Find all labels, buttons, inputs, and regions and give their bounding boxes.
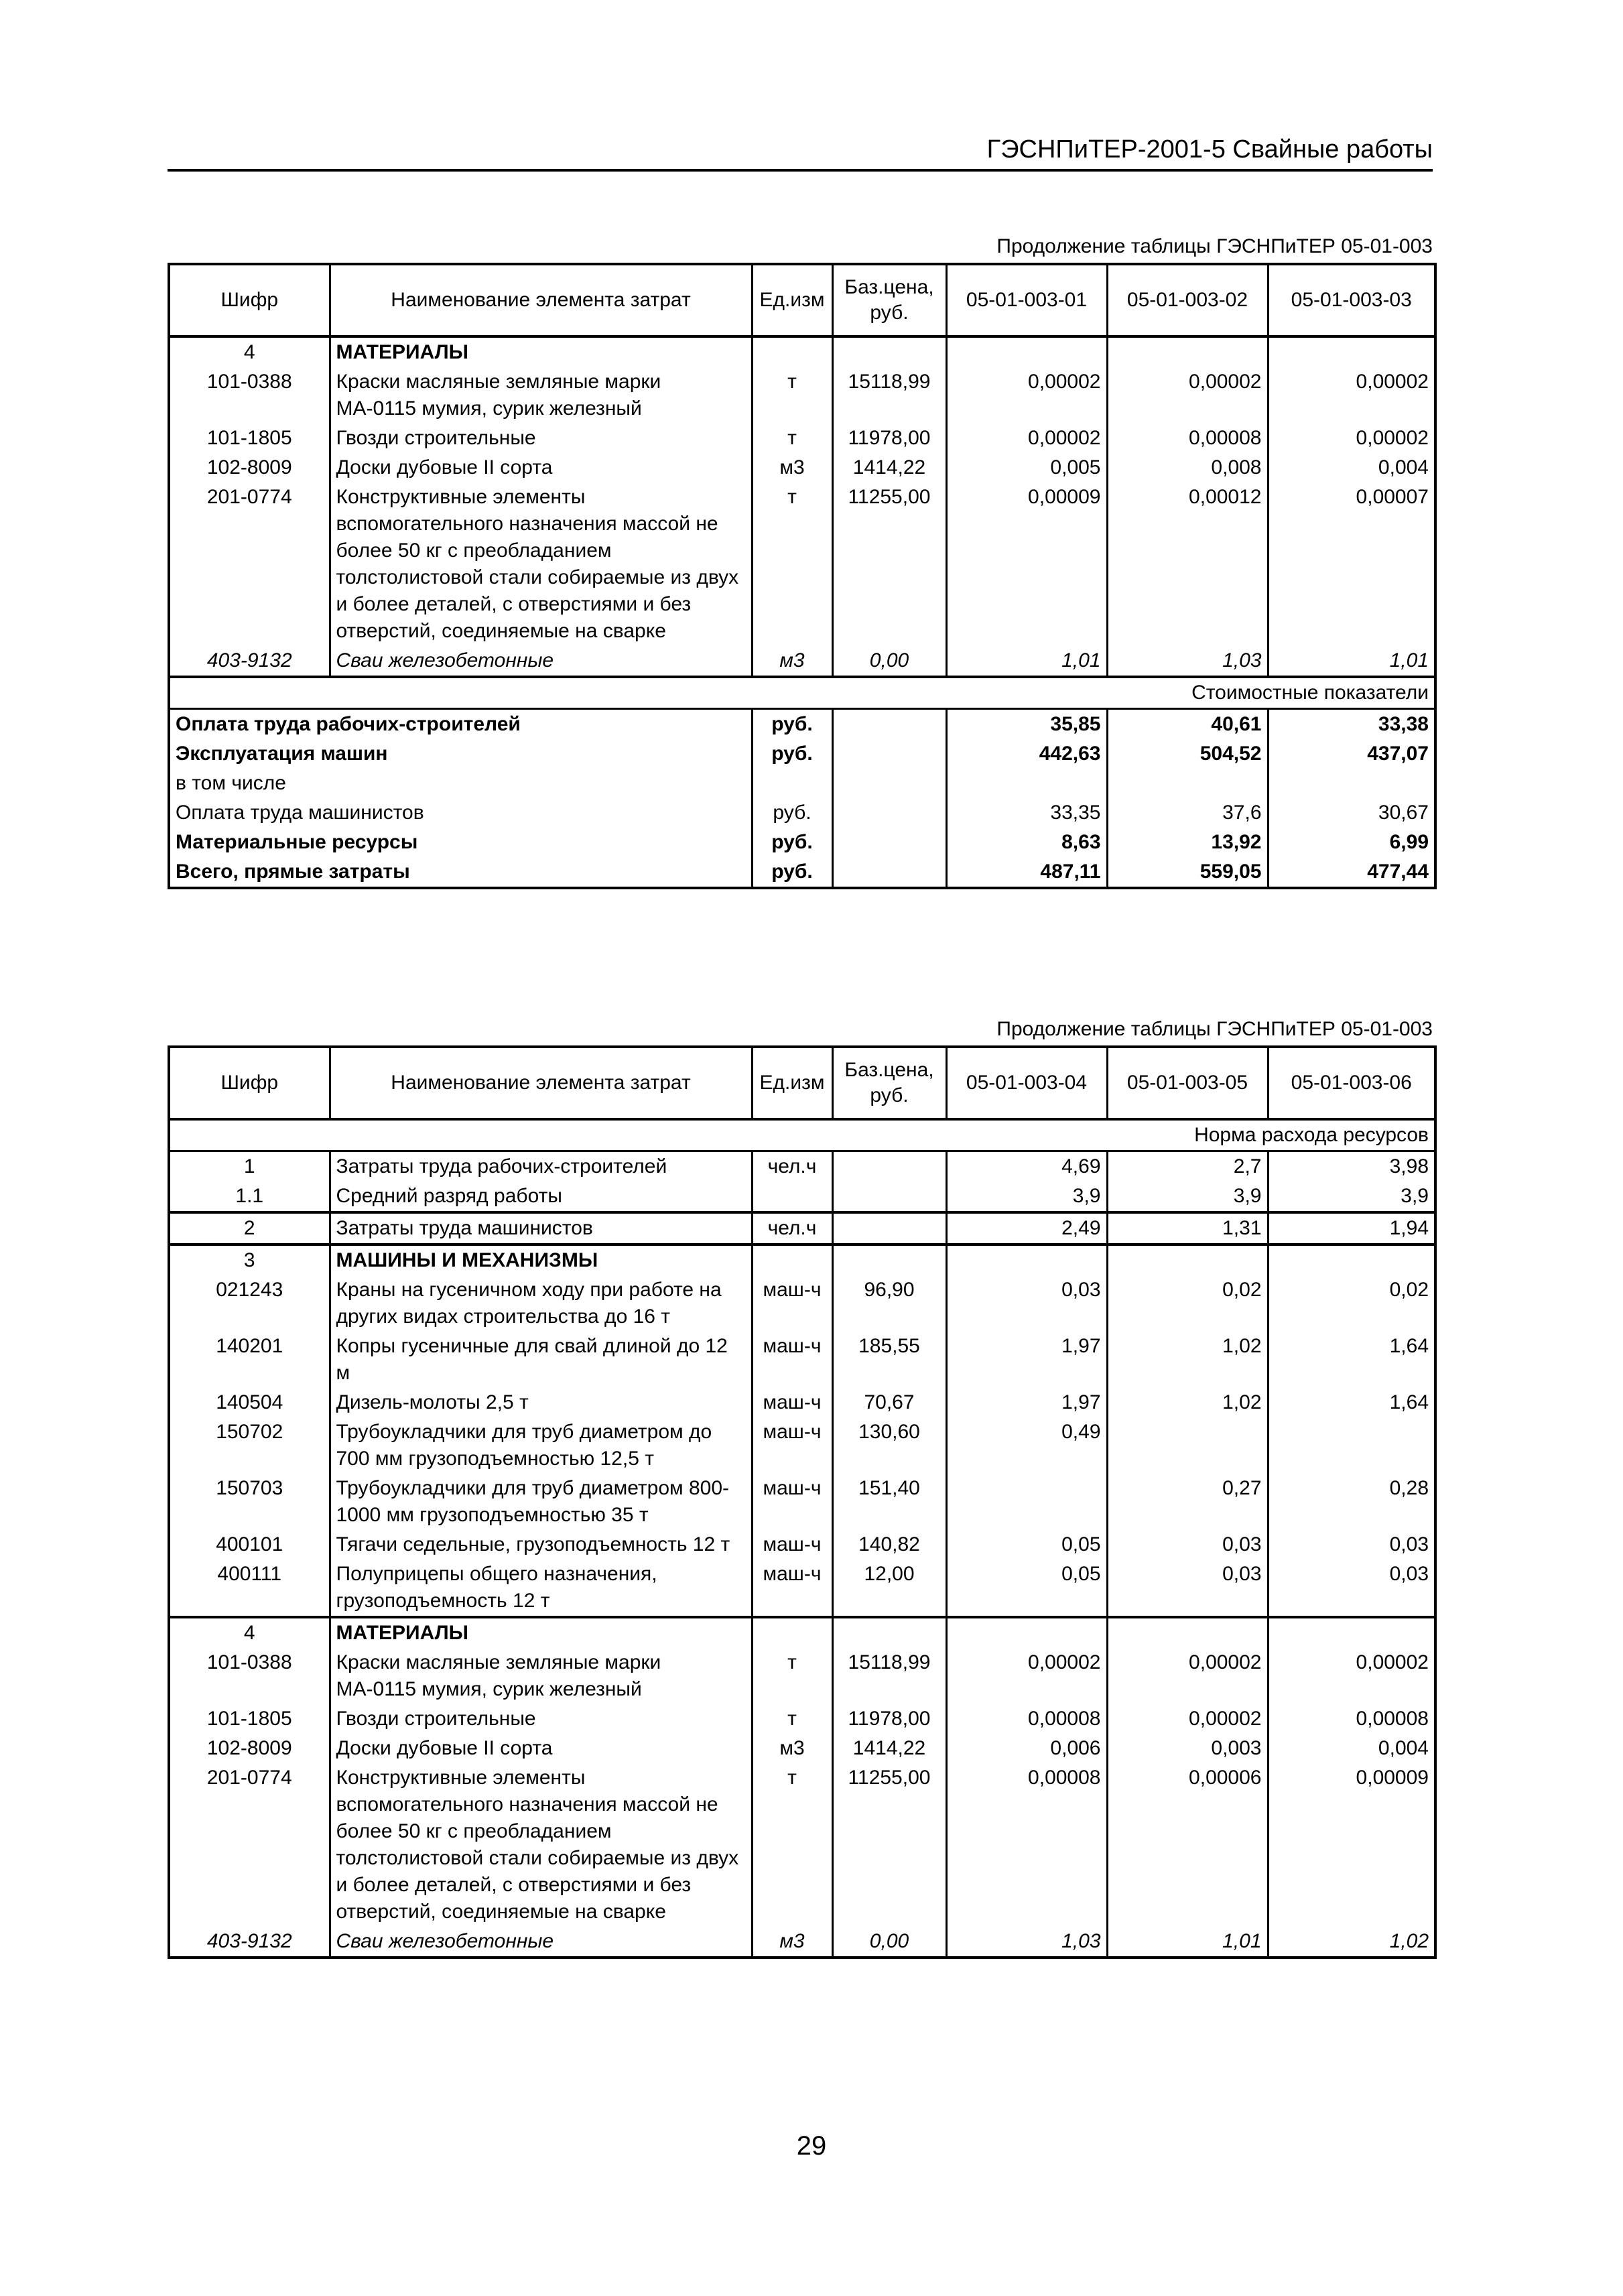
- cost-row: [169, 798, 1435, 828]
- col-name-header: Наименование элемента затрат: [330, 264, 752, 336]
- row-name: Гвозди строительные: [330, 424, 752, 453]
- cost-value-1: 487,11: [946, 857, 1107, 888]
- row-name: Дизель-молоты 2,5 т: [330, 1388, 752, 1417]
- row-value-2: 1,01: [1107, 1927, 1268, 1958]
- row-name: Гвозди строительные: [330, 1704, 752, 1734]
- row-unit: чел.ч: [752, 1151, 832, 1182]
- table-row: [169, 453, 1435, 483]
- row-code: 102-8009: [169, 453, 330, 483]
- row-code: 101-1805: [169, 424, 330, 453]
- cost-value-2: 40,61: [1107, 709, 1268, 740]
- cost-value-2: 504,52: [1107, 739, 1268, 769]
- row-code: 150702: [169, 1417, 330, 1474]
- row-price: [832, 1151, 946, 1182]
- section-row: [169, 336, 1435, 367]
- row-unit: т: [752, 1648, 832, 1704]
- col-norm-1-header: 05-01-003-01: [946, 264, 1107, 336]
- row-name: Полуприцепы общего назначения, грузоподъемность 12 т: [330, 1559, 752, 1617]
- row-unit: чел.ч: [752, 1212, 832, 1245]
- table-row: [169, 1704, 1435, 1734]
- section-code: 4: [169, 336, 330, 367]
- row-value-3: 3,9: [1268, 1182, 1435, 1212]
- row-value-2: 0,003: [1107, 1734, 1268, 1763]
- row-name: Затраты труда машинистов: [330, 1212, 752, 1245]
- cost-row: [169, 857, 1435, 888]
- row-unit: маш-ч: [752, 1559, 832, 1617]
- row-value-2: 1,02: [1107, 1388, 1268, 1417]
- row-unit: т: [752, 367, 832, 424]
- row-price: 11978,00: [832, 1704, 946, 1734]
- row-value-1: 4,69: [946, 1151, 1107, 1182]
- table1-caption: Продолжение таблицы ГЭСНПиТЕР 05-01-003: [996, 235, 1433, 257]
- row-value-2: 0,00012: [1107, 483, 1268, 646]
- row-value-2: 0,008: [1107, 453, 1268, 483]
- row-value-1: 2,49: [946, 1212, 1107, 1245]
- norm-title-row: [169, 1119, 1435, 1151]
- row-unit: т: [752, 483, 832, 646]
- row-unit: м3: [752, 1734, 832, 1763]
- page-number: 29: [796, 2131, 827, 2161]
- cost-value-1: 35,85: [946, 709, 1107, 740]
- table-row: [169, 1388, 1435, 1417]
- row-code: 101-0388: [169, 367, 330, 424]
- cost-name: Оплата труда машинистов: [169, 798, 752, 828]
- row-code: 403-9132: [169, 1927, 330, 1958]
- row-value-2: 0,03: [1107, 1530, 1268, 1559]
- col-name-header: Наименование элемента затрат: [330, 1047, 752, 1119]
- row-value-3: 0,00008: [1268, 1704, 1435, 1734]
- cost-row: [169, 709, 1435, 740]
- row-value-3: [1268, 1417, 1435, 1474]
- row-value-3: 1,64: [1268, 1332, 1435, 1388]
- cost-unit: руб.: [752, 739, 832, 769]
- col-code-header: Шифр: [169, 264, 330, 336]
- row-unit: маш-ч: [752, 1388, 832, 1417]
- row-unit: маш-ч: [752, 1530, 832, 1559]
- row-value-1: 0,00009: [946, 483, 1107, 646]
- cost-value-2: [1107, 769, 1268, 798]
- row-unit: маш-ч: [752, 1417, 832, 1474]
- row-price: 96,90: [832, 1275, 946, 1332]
- row-price: [832, 1182, 946, 1212]
- cost-row: [169, 739, 1435, 769]
- table-row: [169, 1151, 1435, 1182]
- row-code: 400111: [169, 1559, 330, 1617]
- cost-unit: руб.: [752, 798, 832, 828]
- row-value-2: 0,02: [1107, 1275, 1268, 1332]
- row-value-2: 0,00008: [1107, 424, 1268, 453]
- row-value-2: 3,9: [1107, 1182, 1268, 1212]
- row-name: Доски дубовые II сорта: [330, 453, 752, 483]
- cost-title-row: [169, 677, 1435, 709]
- row-code: 101-1805: [169, 1704, 330, 1734]
- col-norm-5-header: 05-01-003-05: [1107, 1047, 1268, 1119]
- row-value-3: 0,03: [1268, 1559, 1435, 1617]
- row-unit: маш-ч: [752, 1332, 832, 1388]
- cost-value-3: 33,38: [1268, 709, 1435, 740]
- table-row: [169, 1275, 1435, 1332]
- row-value-3: 1,02: [1268, 1927, 1435, 1958]
- cost-value-3: 6,99: [1268, 828, 1435, 857]
- cost-value-1: 442,63: [946, 739, 1107, 769]
- cost-unit: руб.: [752, 709, 832, 740]
- row-value-3: 0,28: [1268, 1474, 1435, 1530]
- row-price: 15118,99: [832, 1648, 946, 1704]
- col-price-header: Баз.цена, руб.: [832, 264, 946, 336]
- page-header: ГЭСНПиТЕР-2001-5 Свайные работы: [168, 134, 1433, 172]
- row-unit: т: [752, 424, 832, 453]
- row-name: Копры гусеничные для свай длиной до 12 м: [330, 1332, 752, 1388]
- cost-unit: руб.: [752, 828, 832, 857]
- row-value-3: 0,004: [1268, 453, 1435, 483]
- cost-value-1: [946, 769, 1107, 798]
- table-row: [169, 1417, 1435, 1474]
- row-price: 151,40: [832, 1474, 946, 1530]
- row-code: 201-0774: [169, 483, 330, 646]
- row-value-3: 0,00002: [1268, 367, 1435, 424]
- row-code: 1.1: [169, 1182, 330, 1212]
- row-price: 140,82: [832, 1530, 946, 1559]
- cost-row: [169, 769, 1435, 798]
- row-unit: м3: [752, 453, 832, 483]
- row-value-1: [946, 1474, 1107, 1530]
- row-value-2: 1,03: [1107, 646, 1268, 677]
- row-name: Трубоукладчики для труб диаметром до 700 мм грузоподъемностью 12,5 т: [330, 1417, 752, 1474]
- row-unit: м3: [752, 646, 832, 677]
- row-unit: маш-ч: [752, 1275, 832, 1332]
- row-value-1: 1,03: [946, 1927, 1107, 1958]
- row-price: 70,67: [832, 1388, 946, 1417]
- cost-value-3: 30,67: [1268, 798, 1435, 828]
- row-value-1: 0,03: [946, 1275, 1107, 1332]
- table-row: [169, 1763, 1435, 1927]
- row-value-1: 0,00002: [946, 1648, 1107, 1704]
- row-unit: маш-ч: [752, 1474, 832, 1530]
- row-name: Краски масляные земляные марки МА-0115 мумия, сурик железный: [330, 1648, 752, 1704]
- row-unit: [752, 1182, 832, 1212]
- row-value-3: 0,004: [1268, 1734, 1435, 1763]
- row-name: Затраты труда рабочих-строителей: [330, 1151, 752, 1182]
- row-name: Средний разряд работы: [330, 1182, 752, 1212]
- section-row: [169, 1617, 1435, 1648]
- table-row: [169, 367, 1435, 424]
- row-value-1: 1,97: [946, 1388, 1107, 1417]
- row-name: Доски дубовые II сорта: [330, 1734, 752, 1763]
- row-value-3: 0,00002: [1268, 1648, 1435, 1704]
- table2: [168, 1045, 1437, 1959]
- row-code: 140201: [169, 1332, 330, 1388]
- row-value-3: 3,98: [1268, 1151, 1435, 1182]
- row-price: 1414,22: [832, 1734, 946, 1763]
- row-unit: т: [752, 1704, 832, 1734]
- section-title: МАШИНЫ И МЕХАНИЗМЫ: [330, 1245, 752, 1275]
- row-code: 102-8009: [169, 1734, 330, 1763]
- table-row: [169, 646, 1435, 677]
- row-value-2: 1,02: [1107, 1332, 1268, 1388]
- row-value-2: [1107, 1417, 1268, 1474]
- row-price: [832, 1212, 946, 1245]
- table-row: [169, 1182, 1435, 1212]
- table2-caption: Продолжение таблицы ГЭСНПиТЕР 05-01-003: [996, 1018, 1433, 1040]
- row-value-3: 1,01: [1268, 646, 1435, 677]
- col-norm-4-header: 05-01-003-04: [946, 1047, 1107, 1119]
- row-value-3: 1,94: [1268, 1212, 1435, 1245]
- row-name: Трубоукладчики для труб диаметром 800-1000 мм грузоподъемностью 35 т: [330, 1474, 752, 1530]
- row-value-2: 0,00006: [1107, 1763, 1268, 1927]
- row-value-1: 0,006: [946, 1734, 1107, 1763]
- cost-value-3: [1268, 769, 1435, 798]
- cost-row: [169, 828, 1435, 857]
- row-code: 403-9132: [169, 646, 330, 677]
- cost-name: Всего, прямые затраты: [169, 857, 752, 888]
- row-name: Сваи железобетонные: [330, 646, 752, 677]
- table-row: [169, 424, 1435, 453]
- row-price: 11255,00: [832, 1763, 946, 1927]
- row-value-3: 0,00009: [1268, 1763, 1435, 1927]
- row-price: 15118,99: [832, 367, 946, 424]
- row-value-1: 3,9: [946, 1182, 1107, 1212]
- row-value-1: 0,49: [946, 1417, 1107, 1474]
- table-row: [169, 1927, 1435, 1958]
- section-code: 3: [169, 1245, 330, 1275]
- row-name: Тягачи седельные, грузоподъемность 12 т: [330, 1530, 752, 1559]
- norm-title: Норма расхода ресурсов: [169, 1119, 1435, 1151]
- cost-name: Оплата труда рабочих-строителей: [169, 709, 752, 740]
- cost-value-3: 477,44: [1268, 857, 1435, 888]
- row-price: 12,00: [832, 1559, 946, 1617]
- cost-value-1: 33,35: [946, 798, 1107, 828]
- col-price-header: Баз.цена, руб.: [832, 1047, 946, 1119]
- row-value-1: 0,05: [946, 1559, 1107, 1617]
- row-name: Краски масляные земляные марки МА-0115 мумия, сурик железный: [330, 367, 752, 424]
- row-value-1: 0,005: [946, 453, 1107, 483]
- row-value-1: 1,01: [946, 646, 1107, 677]
- row-price: 0,00: [832, 1927, 946, 1958]
- cost-value-2: 13,92: [1107, 828, 1268, 857]
- row-value-3: 0,00002: [1268, 424, 1435, 453]
- row-unit: м3: [752, 1927, 832, 1958]
- table-row: [169, 1734, 1435, 1763]
- row-value-1: 0,00008: [946, 1763, 1107, 1927]
- col-unit-header: Ед.изм: [752, 1047, 832, 1119]
- row-value-2: 0,00002: [1107, 1648, 1268, 1704]
- cost-value-2: 559,05: [1107, 857, 1268, 888]
- row-code: 2: [169, 1212, 330, 1245]
- row-value-2: 0,27: [1107, 1474, 1268, 1530]
- cost-value-3: 437,07: [1268, 739, 1435, 769]
- row-name: Краны на гусеничном ходу при работе на других видах строительства до 16 т: [330, 1275, 752, 1332]
- table-row: [169, 1474, 1435, 1530]
- row-name: Сваи железобетонные: [330, 1927, 752, 1958]
- row-price: 1414,22: [832, 453, 946, 483]
- row-price: 0,00: [832, 646, 946, 677]
- section-code: 4: [169, 1617, 330, 1648]
- row-code: 101-0388: [169, 1648, 330, 1704]
- row-price: 130,60: [832, 1417, 946, 1474]
- table-row: [169, 1530, 1435, 1559]
- row-unit: т: [752, 1763, 832, 1927]
- row-value-3: 1,64: [1268, 1388, 1435, 1417]
- cost-value-1: 8,63: [946, 828, 1107, 857]
- table-row: [169, 483, 1435, 646]
- row-value-3: 0,00007: [1268, 483, 1435, 646]
- row-name: Конструктивные элементы вспомогательного назначения массой не более 50 кг с преобладанием толстолистовой стали собираемые из двух и более деталей, с отверстиями и без отверстий, соединяемые на сварке: [330, 1763, 752, 1927]
- table-row: [169, 1648, 1435, 1704]
- section-title: МАТЕРИАЛЫ: [330, 336, 752, 367]
- row-code: 021243: [169, 1275, 330, 1332]
- table-row: [169, 1559, 1435, 1617]
- cost-unit: [752, 769, 832, 798]
- cost-unit: руб.: [752, 857, 832, 888]
- row-value-3: 0,03: [1268, 1530, 1435, 1559]
- row-value-2: 1,31: [1107, 1212, 1268, 1245]
- row-price: 185,55: [832, 1332, 946, 1388]
- row-value-2: 2,7: [1107, 1151, 1268, 1182]
- table2-header-row: [169, 1047, 1435, 1119]
- row-value-1: 0,05: [946, 1530, 1107, 1559]
- row-code: 140504: [169, 1388, 330, 1417]
- cost-name: в том числе: [169, 769, 752, 798]
- row-value-1: 0,00002: [946, 424, 1107, 453]
- row-name: Конструктивные элементы вспомогательного назначения массой не более 50 кг с преобладанием толстолистовой стали собираемые из двух и более деталей, с отверстиями и без отверстий, соединяемые на сварке: [330, 483, 752, 646]
- table1-header-row: [169, 264, 1435, 336]
- row-value-2: 0,03: [1107, 1559, 1268, 1617]
- cost-name: Эксплуатация машин: [169, 739, 752, 769]
- row-value-3: 0,02: [1268, 1275, 1435, 1332]
- cost-value-2: 37,6: [1107, 798, 1268, 828]
- col-norm-6-header: 05-01-003-06: [1268, 1047, 1435, 1119]
- row-value-1: 1,97: [946, 1332, 1107, 1388]
- cost-name: Материальные ресурсы: [169, 828, 752, 857]
- table-row: [169, 1212, 1435, 1245]
- cost-title: Стоимостные показатели: [169, 677, 1435, 709]
- row-value-1: 0,00002: [946, 367, 1107, 424]
- row-value-2: 0,00002: [1107, 367, 1268, 424]
- section-row: [169, 1245, 1435, 1275]
- row-value-1: 0,00008: [946, 1704, 1107, 1734]
- row-value-2: 0,00002: [1107, 1704, 1268, 1734]
- row-code: 201-0774: [169, 1763, 330, 1927]
- col-norm-2-header: 05-01-003-02: [1107, 264, 1268, 336]
- col-norm-3-header: 05-01-003-03: [1268, 264, 1435, 336]
- row-code: 1: [169, 1151, 330, 1182]
- col-code-header: Шифр: [169, 1047, 330, 1119]
- table-row: [169, 1332, 1435, 1388]
- section-title: МАТЕРИАЛЫ: [330, 1617, 752, 1648]
- col-unit-header: Ед.изм: [752, 264, 832, 336]
- row-price: 11978,00: [832, 424, 946, 453]
- table1: [168, 263, 1437, 889]
- row-price: 11255,00: [832, 483, 946, 646]
- row-code: 150703: [169, 1474, 330, 1530]
- row-code: 400101: [169, 1530, 330, 1559]
